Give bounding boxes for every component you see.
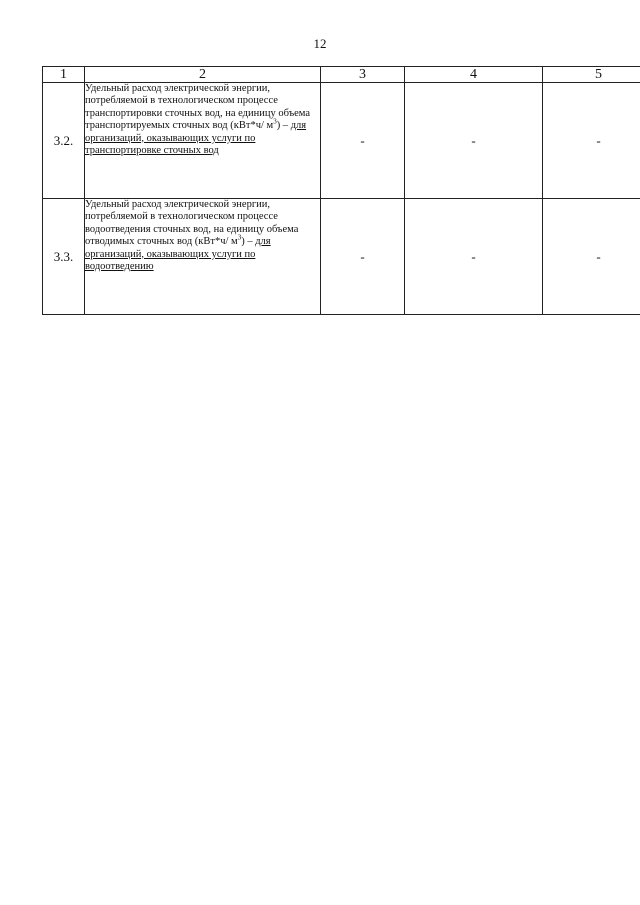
row-number: 3.2.: [43, 83, 85, 199]
header-col-1: 1: [43, 67, 85, 83]
row-description: [85, 83, 321, 199]
header-col-4: 4: [405, 67, 543, 83]
page-number: 12: [313, 36, 327, 51]
table-row: [43, 83, 640, 199]
row-number: 3.3.: [43, 199, 85, 315]
row-value-col-5: -: [543, 83, 640, 199]
description-close: ) –: [241, 236, 253, 248]
indicators-table: [42, 66, 640, 315]
description-underlined: для организаций, оказывающих услуги по водоотведению: [85, 236, 271, 273]
description-main: Удельный расход электрической энергии, потребляемой в технологическом процессе транспортировки сточных вод, на единицу объема транспортируемых сточных вод (кВт*ч/ м: [85, 83, 311, 132]
row-value-col-3: -: [321, 83, 405, 199]
description-superscript: 3: [273, 117, 277, 126]
description-main: Удельный расход электрической энергии, потребляемой в технологическом процессе водоотведения сточных вод, на единицу объема отводимых сточных вод (кВт*ч/ м: [85, 199, 299, 248]
table-row: [43, 199, 640, 315]
row-value-col-4: -: [405, 83, 543, 199]
description-superscript: 3: [237, 233, 242, 242]
row-value-col-3: -: [321, 199, 405, 315]
header-row: [43, 67, 640, 83]
header-col-5: 5: [543, 67, 640, 83]
header-col-2: 2: [85, 67, 321, 83]
description-underlined: для организаций, оказывающих услуги по транспортировке сточных вод: [85, 120, 307, 157]
row-value-col-4: -: [405, 199, 543, 315]
row-description: [85, 199, 321, 315]
header-col-3: 3: [321, 67, 405, 83]
row-value-col-5: -: [543, 199, 640, 315]
description-close: ) –: [276, 120, 289, 132]
